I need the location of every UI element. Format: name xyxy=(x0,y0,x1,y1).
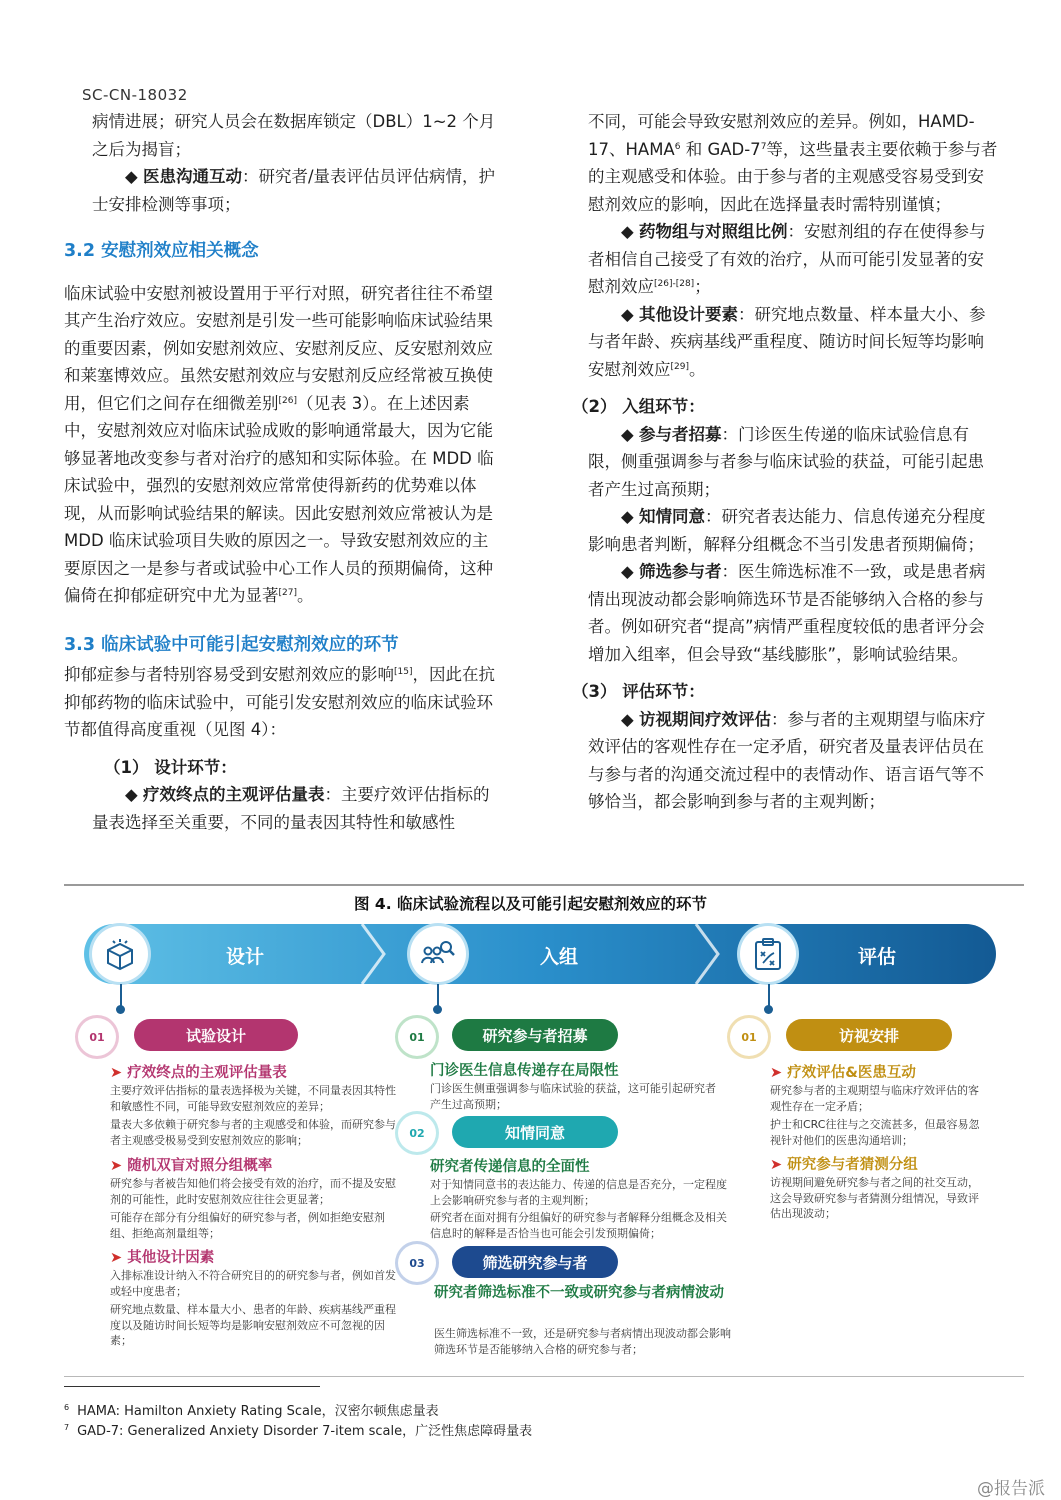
bullet-doctor-interaction: ◆ 医患沟通互动：研究者/量表评估员评估病情，护士安排检测等事项； xyxy=(92,167,495,214)
eval-subheading-1: ➤ 疗效评估&医患互动 xyxy=(770,1065,916,1081)
footnote-6: $^6$ HAMA: Hamilton Anxiety Rating Scale，汉密尔顿焦虑量表 xyxy=(64,1403,439,1419)
enroll-step-number-1: 01 xyxy=(398,1018,436,1056)
paragraph-3-2: 临床试验中安慰剂被设置用于平行对照，研究者往往不希望其产生治疗效应。安慰剂是引发一些可能影响临床试验结果的重要因素，例如安慰剂效应、安慰剂反应、反安慰剂效应和莱塞博效应。虽然安慰剂效应与安慰剂反应经常被互换使用，但它们之间存在细微差别[26]（见表 3）。在上述因素中，安慰剂效应对临床试验成败的影响通常最大，因为它能够显著地改变参与者对治疗的感知和实际体验。在 MDD 临床试验中，强烈的安慰剂效应常常使得新药的优势难以体现，从而影响试验结果的解读。因此安慰剂效应常被认为是 MDD 临床试验项目失败的原因之一。导致安慰剂效应的主要原因之一是参与者或试验中心工作人员的预期偏倚，这种偏倚在抑郁症研究中尤为显著[27]。 xyxy=(64,283,494,605)
enroll-pill-3: 筛选研究参与者 xyxy=(452,1246,618,1278)
design-stage-icon-circle xyxy=(92,926,148,982)
enroll-text-2b: 研究者在面对拥有分组偏好的研究参与者解释分组概念及相关信息时的解释是否恰当也可能会引发预期偏倚； xyxy=(430,1211,727,1240)
chevron-right-icon: ➤ xyxy=(770,1065,783,1081)
figure-title: 图 4. 临床试验流程以及可能引起安慰剂效应的环节 xyxy=(354,895,707,913)
figure-top-rule xyxy=(64,884,1024,886)
bullet-recruit: ◆ 参与者招募：门诊医生传递的临床试验信息有限，侧重强调参与者参与临床试验的获益，可能引起患者产生过高预期； xyxy=(588,424,984,499)
enroll-stem-dot xyxy=(433,1005,442,1014)
eval-text-1b: 护士和CRC往往与之交流甚多，但最容易忽视针对他们的医患沟通培训； xyxy=(770,1118,980,1147)
eval-stem-dot xyxy=(764,1005,773,1014)
design-subheading-1: ➤ 疗效终点的主观评估量表 xyxy=(110,1065,287,1081)
design-text-3b: 研究地点数量、样本量大小、患者的年龄、疾病基线严重程度以及随访时间长短等均是影响安慰剂效应不可忽视的因素； xyxy=(110,1303,396,1347)
bullet-drug-ratio: ◆ 药物组与对照组比例：安慰剂组的存在使得参与者相信自己接受了有效的治疗，从而可能引发显著的安慰剂效应[26]-[28]； xyxy=(588,222,986,296)
design-text-2b: 可能存在部分有分组偏好的研究参与者，例如拒绝安慰剂组、拒绝高剂量组等； xyxy=(110,1211,385,1240)
design-step-number: 01 xyxy=(78,1018,116,1056)
watermark: @报告派 xyxy=(977,1479,1045,1499)
eval-text-1a: 研究参与者的主观期望与临床疗效评估的客观性存在一定矛盾； xyxy=(770,1084,979,1113)
design-text-1b: 量表大多依赖于研究参与者的主观感受和体验，而研究参与者主观感受极易受到安慰剂效应的影响； xyxy=(110,1118,396,1147)
footnote-rule xyxy=(64,1386,320,1387)
section-3-2-heading: 3.2 安慰剂效应相关概念 xyxy=(64,241,259,261)
design-text-3a: 入排标准设计纳入不符合研究目的的研究参与者，例如首发或轻中度患者； xyxy=(110,1269,396,1298)
enroll-text-1: 门诊医生侧重强调参与临床试验的获益，这可能引起研究者产生过高预期； xyxy=(430,1082,716,1111)
design-pill: 试验设计 xyxy=(134,1019,298,1051)
enroll-text-2a: 对于知情同意书的表达能力、传递的信息是否充分，一定程度上会影响研究参与者的主观判断； xyxy=(430,1178,727,1207)
chevron-right-icon: ➤ xyxy=(110,1250,123,1266)
enroll-pill-2: 知情同意 xyxy=(452,1116,618,1148)
people-search-icon xyxy=(420,937,456,971)
enroll-pill-1: 研究参与者招募 xyxy=(452,1019,618,1051)
paragraph-3-3: 抑郁症参与者特别容易受到安慰剂效应的影响[15]，因此在抗抑郁药物的临床试验中，可能引发安慰剂效应的临床试验环节都值得高度重视（见图 4）： xyxy=(64,665,495,739)
bullet-consent: ◆ 知情同意：研究者表达能力、信息传递充分程度影响患者判断，解释分组概念不当引发患者预期偏倚； xyxy=(588,507,986,554)
chevron-right-icon: ➤ xyxy=(110,1158,123,1174)
bullet-screen: ◆ 筛选参与者：医生筛选标准不一致，或是患者病情出现波动都会影响筛选环节是否能够纳入合格的参与者。例如研究者“提高”病情严重程度较低的患者评分会增加入组率，但会导致“基线膨胀”，影响试验结果。 xyxy=(588,562,986,664)
document-code: SC-CN-18032 xyxy=(82,86,188,104)
eval-text-2: 访视期间避免研究参与者之间的社交互动，这会导致研究参与者猜测分组情况，导致评估出现波动； xyxy=(770,1176,979,1220)
right-column xyxy=(572,108,1000,816)
enroll-stage-icon-circle xyxy=(410,926,466,982)
eval-stage-icon-circle xyxy=(740,926,796,982)
stage-enroll-label: 入组 xyxy=(540,946,579,968)
eval-subheading-2: ➤ 研究参与者猜测分组 xyxy=(770,1157,918,1173)
bullet-visit: ◆ 访视期间疗效评估：参与者的主观期望与临床疗效评估的客观性存在一定矛盾，研究者及量表评估员在与参与者的沟通交流过程中的表情动作、语言语气等不够恰当，都会影响到参与者的主观判断； xyxy=(588,709,986,811)
stage-design-label: 设计 xyxy=(226,946,265,968)
paragraph-scale-continued: 不同，可能会导致安慰剂效应的差异。例如，HAMD-17、HAMA$^6$ 和 GAD-$7^7$等，这些量表主要依赖于参与者的主观感受和体验。由于参与者的主观感受容易受到安慰剂效应的影响，因此在选择量表时需特别谨慎； xyxy=(588,112,998,214)
enroll-text-3: 医生筛选标准不一致，还是研究参与者病情出现波动都会影响筛选环节是否能够纳入合格的研究参与者； xyxy=(434,1327,731,1356)
chevron-right-icon: ➤ xyxy=(770,1157,783,1173)
enroll-phase-heading: （2） 入组环节： xyxy=(572,397,705,416)
enroll-step-number-2: 02 xyxy=(398,1114,436,1152)
clipboard-icon xyxy=(753,937,783,971)
design-subheading-3: ➤ 其他设计因素 xyxy=(110,1250,215,1266)
design-stem-dot xyxy=(116,1005,125,1014)
section-3-3-heading: 3.3 临床试验中可能引起安慰剂效应的环节 xyxy=(64,634,399,655)
design-text-2a: 研究参与者被告知他们将会接受有效的治疗，而不提及安慰剂的可能性，此时安慰剂效应往往会更显著； xyxy=(110,1177,396,1206)
eval-step-number: 01 xyxy=(730,1018,768,1056)
left-column xyxy=(64,108,498,836)
eval-phase-heading: （3） 评估环节： xyxy=(572,682,705,701)
enroll-subheading-3: 研究者筛选标准不一致或研究参与者病情波动 xyxy=(434,1285,724,1301)
bullet-scale: ◆ 疗效终点的主观评估量表：主要疗效评估指标的量表选择至关重要，不同的量表因其特性和敏感性 xyxy=(92,785,490,832)
design-phase-heading: （1） 设计环节： xyxy=(104,757,237,777)
enroll-step-number-3: 03 xyxy=(398,1244,436,1282)
paragraph-top: 病情进展；研究人员会在数据库锁定（DBL）1~2 个月之后为揭盲； xyxy=(92,112,496,159)
design-subheading-2: ➤ 随机双盲对照分组概率 xyxy=(110,1158,273,1174)
enroll-subheading-2: 研究者传递信息的全面性 xyxy=(430,1159,590,1175)
eval-pill: 访视安排 xyxy=(786,1019,952,1051)
chevron-right-icon: ➤ xyxy=(110,1065,123,1081)
box-icon xyxy=(103,937,137,971)
enroll-subheading-1: 门诊医生信息传递存在局限性 xyxy=(430,1063,619,1079)
footnote-7: $^7$ GAD-7: Generalized Anxiety Disorder 7-item scale，广泛性焦虑障碍量表 xyxy=(64,1423,533,1439)
stage-eval-label: 评估 xyxy=(858,946,897,968)
figure-bottom-rule xyxy=(64,1376,1024,1377)
bullet-other-design: ◆ 其他设计要素：研究地点数量、样本量大小、参与者年龄、疾病基线严重程度、随访时间长短等均影响安慰剂效应[29]。 xyxy=(588,304,986,379)
design-text-1a: 主要疗效评估指标的量表选择极为关键，不同量表因其特性和敏感性不同，可能导致安慰剂效应的差异； xyxy=(110,1084,396,1113)
